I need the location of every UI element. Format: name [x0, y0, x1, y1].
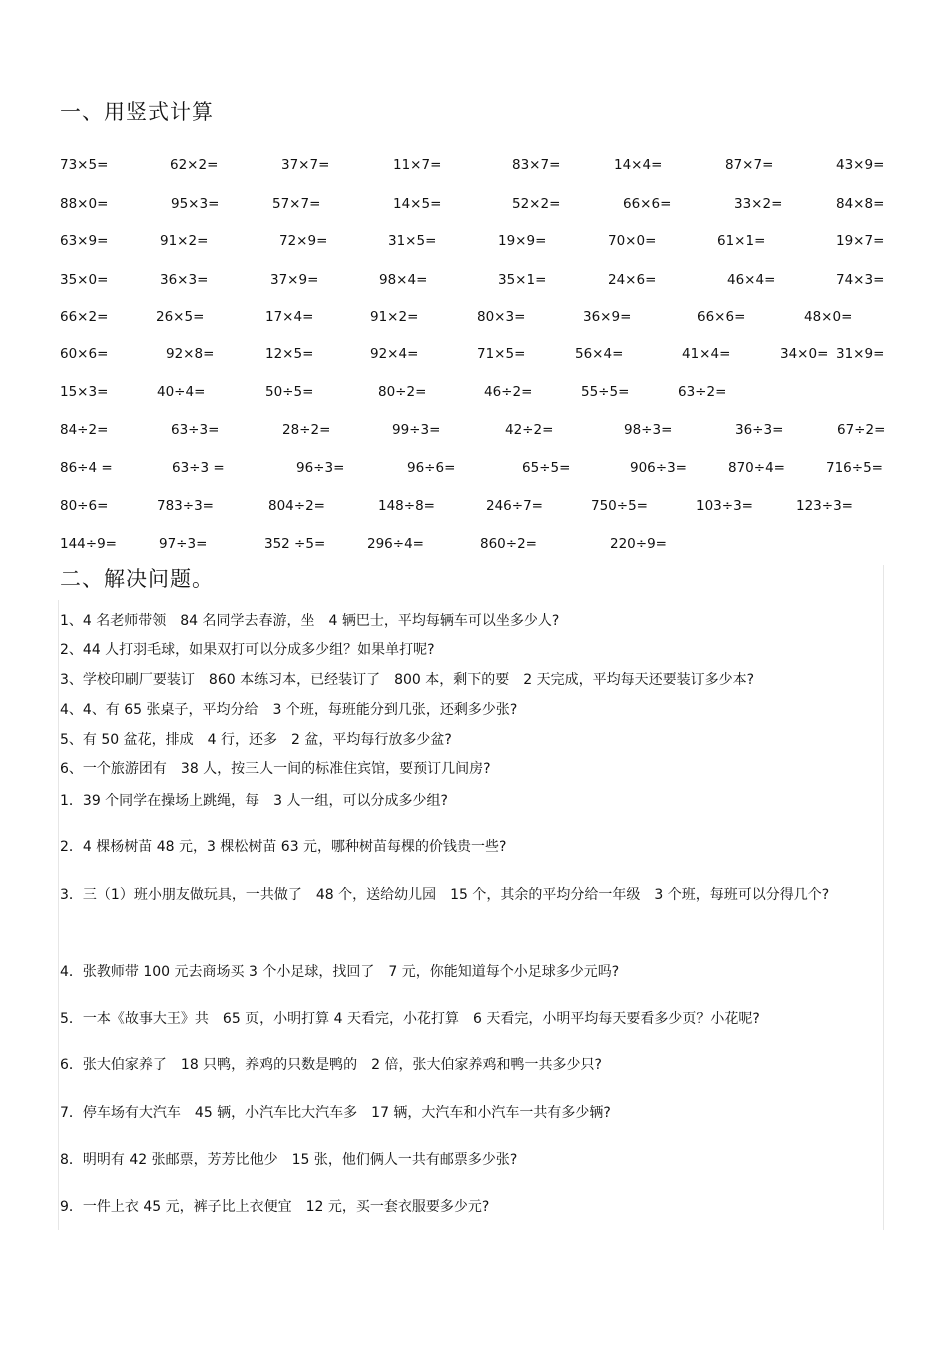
calc-exercise: 19×7= [836, 233, 885, 249]
calc-exercise: 103÷3= [696, 498, 753, 514]
calc-exercise: 88×0= [60, 196, 109, 212]
word-problem: 6．张大伯家养了 18 只鸭，养鸡的只数是鸭的 2 倍，张大伯家养鸡和鸭一共多少只? [60, 1057, 602, 1073]
calc-exercise: 11×7= [393, 157, 442, 173]
calc-exercise: 46÷2= [484, 384, 533, 400]
calc-exercise: 37×9= [270, 272, 319, 288]
calc-exercise: 70×0= [608, 233, 657, 249]
calc-exercise: 60×6= [60, 346, 109, 362]
word-problem: 9．一件上衣 45 元，裤子比上衣便宜 12 元，买一套衣服要多少元? [60, 1199, 490, 1215]
word-problem: 5．一本《故事大王》共 65 页，小明打算 4 天看完，小花打算 6 天看完，小明平均每天要看多少页？小花呢? [60, 1011, 760, 1027]
calc-exercise: 67÷2= [837, 422, 886, 438]
calc-exercise: 17×4= [265, 309, 314, 325]
word-problem: 3、学校印刷厂要装订 860 本练习本，已经装订了 800 本，剩下的要 2 天完成，平均每天还要装订多少本? [60, 672, 755, 688]
calc-exercise: 31×5= [388, 233, 437, 249]
calc-exercise: 86÷4 = [60, 460, 113, 476]
calc-exercise: 40÷4= [157, 384, 206, 400]
calc-exercise: 906÷3= [630, 460, 687, 476]
calc-exercise: 61×1= [717, 233, 766, 249]
calc-exercise: 83×7= [512, 157, 561, 173]
calc-exercise: 62×2= [170, 157, 219, 173]
calc-exercise: 352 ÷5= [264, 536, 326, 552]
calc-exercise: 92×8= [166, 346, 215, 362]
calc-exercise: 296÷4= [367, 536, 424, 552]
calc-exercise: 42÷2= [505, 422, 554, 438]
calc-exercise: 84÷2= [60, 422, 109, 438]
calc-exercise: 74×3= [836, 272, 885, 288]
calc-exercise: 46×4= [727, 272, 776, 288]
calc-exercise: 148÷8= [378, 498, 435, 514]
calc-exercise: 41×4= [682, 346, 731, 362]
calc-exercise: 35×0= [60, 272, 109, 288]
word-problem: 2、44 人打羽毛球，如果双打可以分成多少组？如果单打呢? [60, 642, 435, 658]
calc-exercise: 84×8= [836, 196, 885, 212]
calc-exercise: 34×0= [780, 346, 829, 362]
calc-exercise: 56×4= [575, 346, 624, 362]
calc-exercise: 220÷9= [610, 536, 667, 552]
calc-exercise: 96÷6= [407, 460, 456, 476]
calc-exercise: 28÷2= [282, 422, 331, 438]
word-problem: 1、4 名老师带领 84 名同学去春游，坐 4 辆巴士，平均每辆车可以坐多少人? [60, 613, 560, 629]
calc-exercise: 31×9= [836, 346, 885, 362]
calc-exercise: 52×2= [512, 196, 561, 212]
word-problem: 4．张教师带 100 元去商场买 3 个小足球，找回了 7 元，你能知道每个小足球多少元吗? [60, 964, 620, 980]
calc-exercise: 48×0= [804, 309, 853, 325]
calc-exercise: 750÷5= [591, 498, 648, 514]
calc-exercise: 37×7= [281, 157, 330, 173]
calc-exercise: 97÷3= [159, 536, 208, 552]
calc-exercise: 246÷7= [486, 498, 543, 514]
calc-exercise: 716÷5= [826, 460, 883, 476]
calc-exercise: 144÷9= [60, 536, 117, 552]
calc-exercise: 36÷3= [735, 422, 784, 438]
calc-exercise: 24×6= [608, 272, 657, 288]
calc-exercise: 72×9= [279, 233, 328, 249]
calc-exercise: 14×5= [393, 196, 442, 212]
calc-exercise: 43×9= [836, 157, 885, 173]
word-problem: 4、4、有 65 张桌子，平均分给 3 个班，每班能分到几张，还剩多少张? [60, 702, 518, 718]
calc-exercise: 92×4= [370, 346, 419, 362]
calc-exercise: 63÷3= [171, 422, 220, 438]
calc-exercise: 80÷2= [378, 384, 427, 400]
calc-exercise: 804÷2= [268, 498, 325, 514]
calc-exercise: 26×5= [156, 309, 205, 325]
calc-exercise: 66×2= [60, 309, 109, 325]
word-problem: 8．明明有 42 张邮票，芳芳比他少 15 张，他们俩人一共有邮票多少张? [60, 1152, 518, 1168]
calc-exercise: 19×9= [498, 233, 547, 249]
calc-exercise: 80×3= [477, 309, 526, 325]
calc-exercise: 63÷2= [678, 384, 727, 400]
calc-exercise: 98÷3= [624, 422, 673, 438]
calc-exercise: 12×5= [265, 346, 314, 362]
calc-exercise: 63×9= [60, 233, 109, 249]
calc-exercise: 36×9= [583, 309, 632, 325]
word-problem: 5、有 50 盆花，排成 4 行，还多 2 盆，平均每行放多少盆? [60, 732, 452, 748]
word-problem: 2．4 棵杨树苗 48 元，3 棵松树苗 63 元，哪种树苗每棵的价钱贵一些? [60, 839, 507, 855]
calc-exercise: 870÷4= [728, 460, 785, 476]
calc-exercise: 95×3= [171, 196, 220, 212]
calc-exercise: 783÷3= [157, 498, 214, 514]
calc-exercise: 33×2= [734, 196, 783, 212]
calc-exercise: 55÷5= [581, 384, 630, 400]
word-problem: 6、一个旅游团有 38 人，按三人一间的标准住宾馆，要预订几间房? [60, 761, 491, 777]
calc-exercise: 35×1= [498, 272, 547, 288]
section-1-title: 一、用竖式计算 [60, 100, 214, 124]
calc-exercise: 36×3= [160, 272, 209, 288]
calc-exercise: 66×6= [623, 196, 672, 212]
section-2-title: 二、解决问题。 [60, 567, 214, 591]
calc-exercise: 57×7= [272, 196, 321, 212]
calc-exercise: 73×5= [60, 157, 109, 173]
calc-exercise: 91×2= [370, 309, 419, 325]
calc-exercise: 14×4= [614, 157, 663, 173]
calc-exercise: 87×7= [725, 157, 774, 173]
word-problem: 1．39 个同学在操场上跳绳，每 3 人一组，可以分成多少组? [60, 793, 448, 809]
calc-exercise: 99÷3= [392, 422, 441, 438]
calc-exercise: 80÷6= [60, 498, 109, 514]
calc-exercise: 66×6= [697, 309, 746, 325]
word-problem: 7．停车场有大汽车 45 辆，小汽车比大汽车多 17 辆，大汽车和小汽车一共有多少辆? [60, 1105, 611, 1121]
calc-exercise: 98×4= [379, 272, 428, 288]
calc-exercise: 65÷5= [522, 460, 571, 476]
calc-exercise: 96÷3= [296, 460, 345, 476]
calc-exercise: 860÷2= [480, 536, 537, 552]
word-problem: 3．三（1）班小朋友做玩具，一共做了 48 个，送给幼儿园 15 个，其余的平均分给一年级 3 个班，每班可以分得几个? [60, 887, 830, 903]
margin-line-right [883, 565, 884, 1230]
calc-exercise: 15×3= [60, 384, 109, 400]
calc-exercise: 63÷3 = [172, 460, 225, 476]
calc-exercise: 91×2= [160, 233, 209, 249]
margin-line-left [58, 600, 59, 1230]
calc-exercise: 71×5= [477, 346, 526, 362]
calc-exercise: 50÷5= [265, 384, 314, 400]
calc-exercise: 123÷3= [796, 498, 853, 514]
